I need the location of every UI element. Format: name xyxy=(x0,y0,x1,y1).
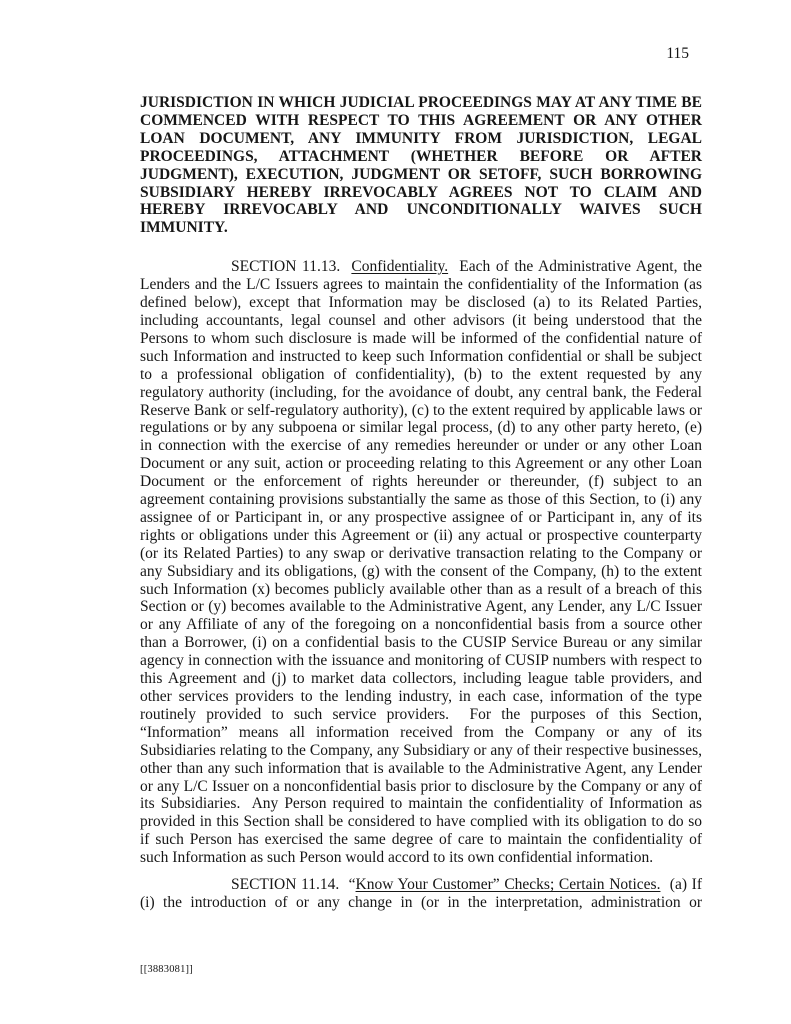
page-number: 115 xyxy=(666,45,689,62)
document-id-footer: [[3883081]] xyxy=(140,964,193,975)
section-11-14-paragraph xyxy=(140,876,702,912)
section-11-13-label: SECTION 11.13. xyxy=(231,258,352,276)
section-11-14-body: (a) If (i) the introduction of or any change in (or in the interpretation, administration or xyxy=(140,876,702,911)
immunity-waiver-paragraph: JURISDICTION IN WHICH JUDICIAL PROCEEDINGS MAY AT ANY TIME BE COMMENCED WITH RESPECT TO THIS AGREEMENT OR ANY OTHER LOAN DOCUMENT, ANY IMMUNITY FROM JURISDICTION, LEGAL PROCEEDINGS, ATTACHMENT (WHETHER BEFORE OR AFTER JUDGMENT), EXECUTION, JUDGMENT OR SETOFF, SUCH BORROWING SUBSIDIARY HEREBY IRREVOCABLY AGREES NOT TO CLAIM AND HEREBY IRREVOCABLY AND UNCONDITIONALLY WAIVES SUCH IMMUNITY. xyxy=(140,94,702,237)
section-11-13-heading: Confidentiality. xyxy=(351,258,449,276)
section-11-14-heading: Know Your Customer” Checks; Certain Notices. xyxy=(355,876,661,894)
section-11-14-label: SECTION 11.14. “ xyxy=(231,876,356,894)
section-11-13-body: Each of the Administrative Agent, the Lenders and the L/C Issuers agrees to maintain the confidentiality of the Information (as defined below), except that Information may be disclosed (a) to its Related Parties, including accountants, legal counsel and other advisors (it being understood that the Persons to whom such disclosure is made will be informed of the confidential nature of such Information and instructed to keep such Information confidential or shall be subject to a professional obligation of confidentiality), (b) to the extent requested by any regulatory authority (including, for the avoidance of doubt, any central bank, the Federal Reserve Bank or self-regulatory authority), (c) to the extent required by applicable laws or regulations or by any subpoena or similar legal process, (d) to any other party hereto, (e) in connection with the exercise of any remedies hereunder or under or any other Loan Document or any suit, action or proceeding relating to this Agreement or any other Loan Document or the enforcement of rights hereunder or thereunder, (f) subject to an agreement containing provisions substantially the same as those of this Section, to (i) any assignee of or Participant in, or any prospective assignee of or Participant in, any of its rights or obligations under this Agreement or (ii) any actual or prospective counterparty (or its Related Parties) to any swap or derivative transaction relating to the Company or any Subsidiary and its obligations, (g) with the consent of the Company, (h) to the extent such Information (x) becomes publicly available other than as a result of a breach of this Section or (y) becomes available to the Administrative Agent, any Lender, any L/C Issuer or any Affiliate of any of the foregoing on a nonconfidential basis from a source other than a Borrower, (i) on a confidential basis to the CUSIP Service Bureau or any similar agency in connection with the issuance and monitoring of CUSIP numbers with respect to this Agreement and (j) to market data collectors, including league table providers, and other services providers to the lending industry, in each case, information of the type routinely provided to such service providers. For the purposes of this Section, “Information” means all information received from the Company or any of its Subsidiaries relating to the Company, any Subsidiary or any of their respective businesses, other than any such information that is available to the Administrative Agent, any Lender or any L/C Issuer on a nonconfidential basis prior to disclosure by the Company or any of its Subsidiaries. Any Person required to maintain the confidentiality of Information as provided in this Section shall be considered to have complied with its obligation to do so if such Person has exercised the same degree of care to maintain the confidentiality of such Information as such Person would accord to its own confidential information. xyxy=(140,258,703,867)
section-11-13-paragraph xyxy=(140,258,702,867)
